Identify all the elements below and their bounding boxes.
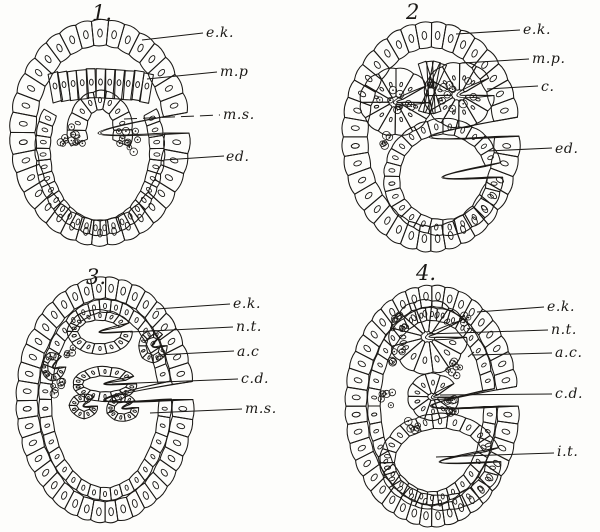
fig2-label-ek: e.k. bbox=[523, 22, 552, 38]
fig4-label-ac: a.c. bbox=[555, 345, 583, 361]
fig1-label-ek: e.k. bbox=[206, 25, 235, 41]
fig2-number: 2 bbox=[406, 0, 420, 24]
fig1-number: 1. bbox=[92, 1, 113, 25]
fig4-number: 4. bbox=[416, 261, 437, 285]
fig3-label-ac: a.c bbox=[237, 344, 260, 360]
fig3-label-nt: n.t. bbox=[236, 319, 262, 335]
fig2-label-ed: ed. bbox=[555, 141, 579, 157]
fig4-label-cd: c.d. bbox=[555, 386, 584, 402]
fig2-label-c: c. bbox=[541, 79, 555, 95]
fig1-label-ed: ed. bbox=[226, 149, 250, 165]
fig3-number: 3. bbox=[86, 265, 107, 289]
fig4-label-ek: e.k. bbox=[547, 299, 576, 315]
fig3-label-ms: m.s. bbox=[245, 401, 277, 417]
fig1-label-mp: m.p bbox=[220, 64, 249, 80]
fig1-label-ms: m.s. bbox=[223, 107, 255, 123]
fig3-label-ek: e.k. bbox=[233, 296, 262, 312]
fig2-label-mp: m.p. bbox=[532, 51, 566, 67]
fig4-label-nt: n.t. bbox=[551, 322, 577, 338]
fig4-label-it: i.t. bbox=[557, 444, 579, 460]
fig3-label-cd: c.d. bbox=[241, 371, 270, 387]
